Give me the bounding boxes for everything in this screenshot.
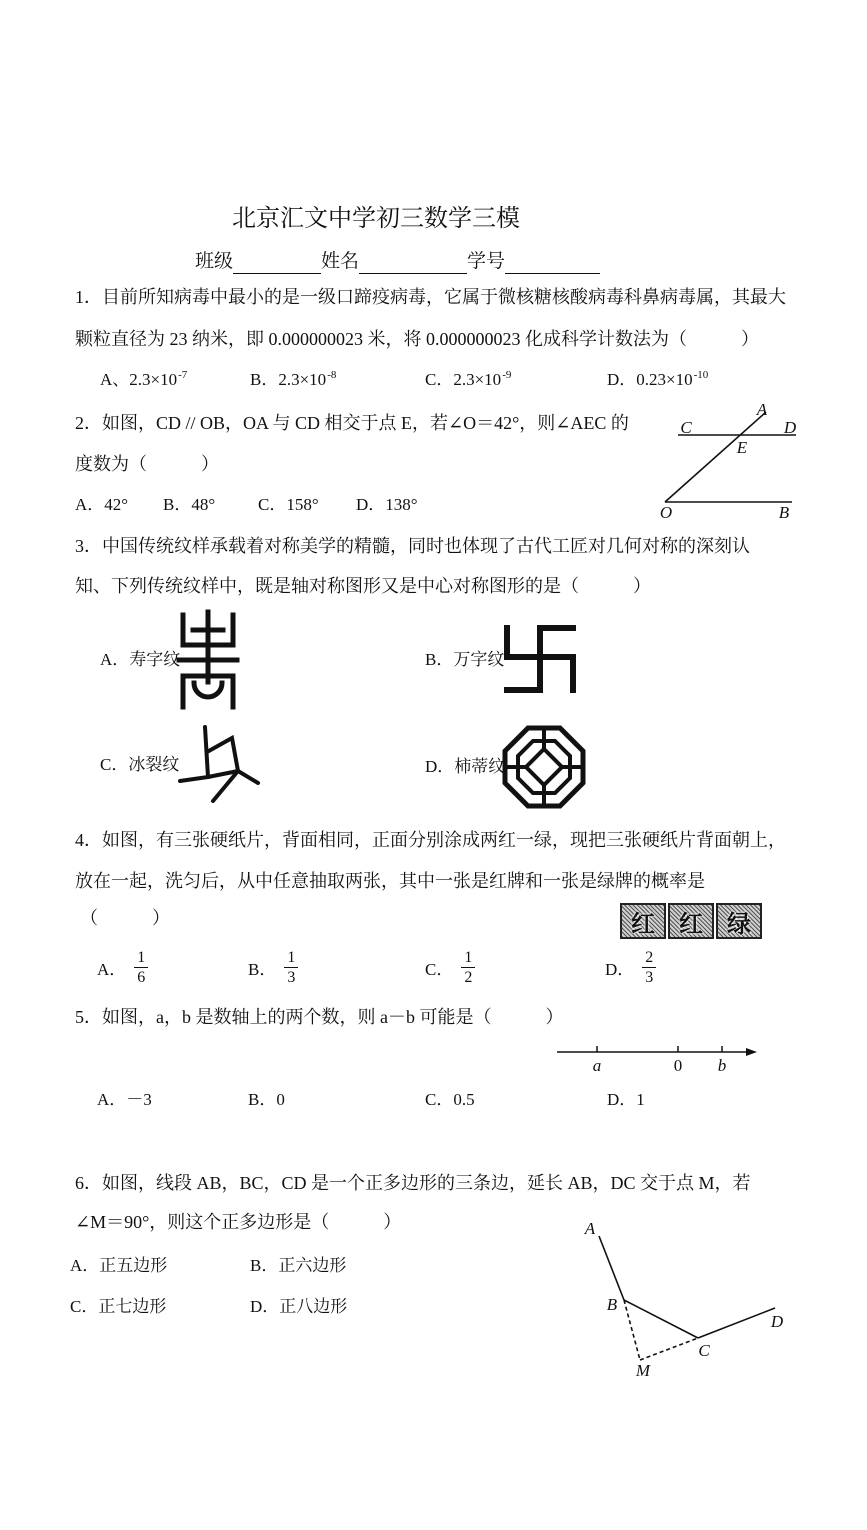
q4-line-1: 4．如图，有三张硬纸片，背面相同，正面分别涂成两红一绿，现把三张硬纸片背面朝上， (75, 830, 786, 850)
q5-option-c: C．0.5 (425, 1090, 475, 1109)
q3-option-a: A．寿字纹 (100, 650, 181, 669)
q4-line-2: 放在一起，洗匀后，从中任意抽取两张，其中一张是红牌和一张是绿牌的概率是 (75, 871, 705, 891)
name-label: 姓名 (321, 251, 360, 272)
number-line-label-a: a (592, 1056, 602, 1075)
fraction (134, 948, 148, 987)
option-exponent: -10 (693, 369, 709, 381)
q3-option-d: D．柿蒂纹 (425, 757, 506, 776)
q4-card-3: 绿 (716, 903, 762, 939)
option-label: A、 (100, 370, 130, 389)
q6-label-a: A (584, 1219, 596, 1238)
q2-option-c: C．158° (258, 495, 319, 514)
q2-line-2: 度数为（ ） (75, 454, 219, 474)
q6-figure-labels (584, 1219, 784, 1380)
option-base: 2.3×10 (129, 370, 178, 389)
q2-figure-labels (660, 400, 797, 522)
fraction (642, 948, 656, 987)
q2-option-a: A．42° (75, 495, 129, 514)
q6-label-c: C (698, 1341, 710, 1360)
id-blank (505, 253, 600, 274)
q2-label-b: B (778, 503, 790, 522)
q6-option-c: C．正七边形 (70, 1297, 167, 1316)
student-info-line (195, 250, 600, 274)
numerator: 1 (284, 948, 298, 968)
q1-option-a (100, 369, 187, 393)
q2-label-e: E (736, 438, 748, 457)
q6-label-d: D (770, 1312, 784, 1331)
q2-line-oa (665, 412, 766, 502)
class-label: 班级 (195, 251, 234, 272)
persimmon-pattern-icon (505, 728, 583, 806)
denominator: 2 (464, 969, 473, 986)
option-label: D． (605, 960, 635, 979)
q4-option-a (97, 948, 148, 987)
denominator: 6 (137, 969, 146, 986)
numerator: 1 (134, 948, 148, 968)
q6-dashed-bm (624, 1300, 640, 1360)
q6-segment-bc (624, 1300, 698, 1338)
q6-label-b: B (606, 1295, 618, 1314)
q6-option-b: B．正六边形 (250, 1256, 347, 1275)
q1-option-c (425, 369, 511, 393)
q5-option-d: D．1 (607, 1090, 645, 1109)
option-label: C． (425, 960, 454, 979)
q2-option-b: B．48° (163, 495, 216, 514)
option-base: 0.23×10 (636, 370, 693, 389)
q6-segment-cd (698, 1308, 775, 1338)
q3-option-c: C．冰裂纹 (100, 755, 180, 774)
option-exponent: -9 (502, 369, 512, 381)
number-line-arrow-icon (746, 1048, 757, 1056)
id-label: 学号 (467, 251, 506, 272)
class-blank (233, 253, 321, 274)
ice-crack-pattern-icon (180, 727, 258, 801)
q3-line-1: 3．中国传统纹样承载着对称美学的精髓，同时也体现了古代工匠对几何对称的深刻认 (75, 536, 750, 556)
q5-option-a: A．－3 (97, 1090, 152, 1109)
option-label: A． (97, 960, 127, 979)
q6-segment-ab (599, 1236, 624, 1300)
option-exponent: -7 (178, 369, 188, 381)
option-base: 2.3×10 (453, 370, 502, 389)
q4-line-3: （ ） (80, 908, 170, 928)
q4-card-2: 红 (668, 903, 714, 939)
denominator: 3 (645, 969, 654, 986)
q4-option-d (605, 948, 656, 987)
option-base: 2.3×10 (278, 370, 327, 389)
q1-line-2: 颗粒直径为 23 纳米，即 0.000000023 米，将 0.000000023 化成科学计数法为（ ） (75, 329, 759, 349)
q6-line-1: 6．如图，线段 AB，BC，CD 是一个正多边形的三条边，延长 AB，DC 交于点 M，若 (75, 1173, 751, 1193)
q2-label-d: D (783, 418, 797, 437)
q4-option-b (248, 948, 298, 987)
q2-line-1: 2．如图，CD // OB，OA 与 CD 相交于点 E，若∠O＝42°，则∠AEC 的 (75, 413, 629, 433)
q2-figure (665, 412, 796, 502)
wan-pattern-icon (507, 628, 573, 690)
q6-option-d: D．正八边形 (250, 1297, 348, 1316)
shou-pattern-icon (179, 612, 237, 707)
number-line-label-b: b (717, 1056, 727, 1075)
q5-number-line (557, 1046, 757, 1075)
numerator: 2 (642, 948, 656, 968)
q6-label-m: M (635, 1361, 651, 1380)
q6-option-a: A．正五边形 (70, 1256, 168, 1275)
fraction (461, 948, 475, 987)
q6-dashed-mc (640, 1338, 698, 1360)
q3-line-2: 知、下列传统纹样中，既是轴对称图形又是中心对称图形的是（ ） (75, 576, 651, 596)
q5-option-b: B．0 (248, 1090, 285, 1109)
q1-option-d (607, 369, 708, 393)
q4-card-1: 红 (620, 903, 666, 939)
denominator: 3 (287, 969, 296, 986)
q4-option-c (425, 948, 475, 987)
q2-label-c: C (680, 418, 692, 437)
q3-option-b: B．万字纹 (425, 650, 505, 669)
number-line-label-zero: 0 (673, 1056, 683, 1075)
option-exponent: -8 (327, 369, 337, 381)
q2-label-o: O (659, 503, 673, 522)
q5-line-1: 5．如图，a，b 是数轴上的两个数，则 a－b 可能是（ ） (75, 1007, 564, 1027)
q2-option-d: D．138° (356, 495, 418, 514)
numerator: 1 (461, 948, 475, 968)
option-label: B． (248, 960, 277, 979)
fraction (284, 948, 298, 987)
option-label: C． (425, 370, 454, 389)
option-label: B． (250, 370, 279, 389)
q1-line-1: 1．目前所知病毒中最小的是一级口蹄疫病毒，它属于微核糖核酸病毒科鼻病毒属，其最大 (75, 287, 786, 307)
q6-figure (599, 1236, 775, 1360)
q2-label-a: A (756, 400, 768, 419)
page-title: 北京汇文中学初三数学三模 (232, 206, 520, 232)
q6-line-2: ∠M＝90°，则这个正多边形是（ ） (75, 1212, 402, 1232)
option-label: D． (607, 370, 637, 389)
name-blank (359, 253, 467, 274)
q1-option-b (250, 369, 336, 393)
